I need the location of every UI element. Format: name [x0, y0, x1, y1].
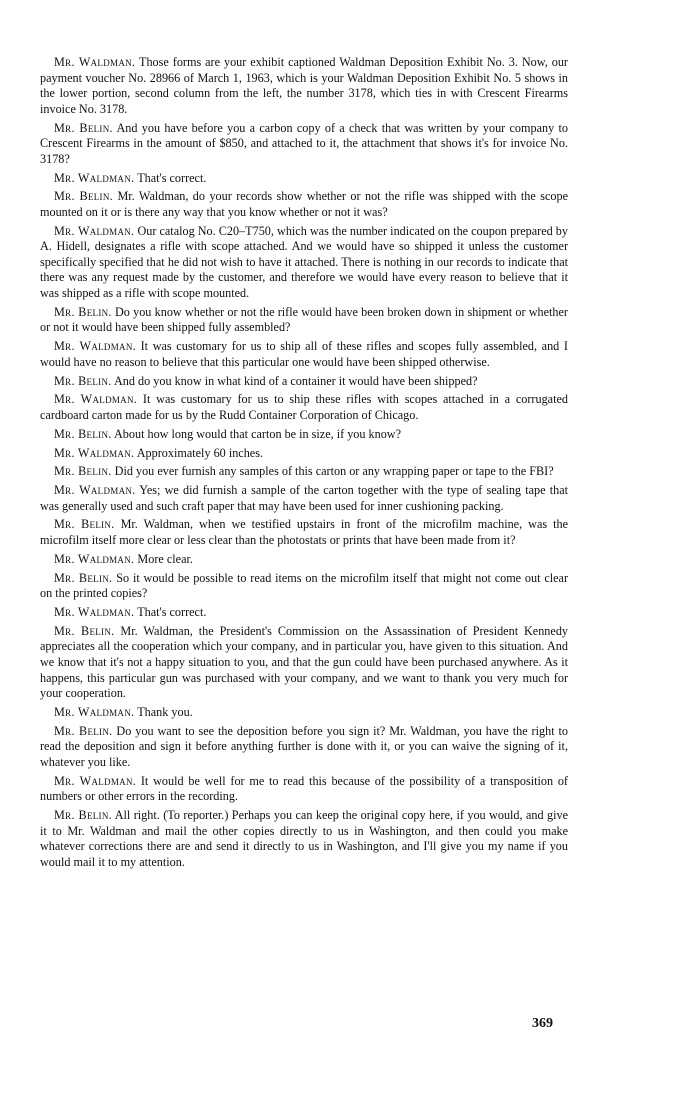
- paragraph-text: Yes; we did furnish a sample of the carton together with the type of sealing tape that was generally used and such craft paper that may have been used for inner cushioning packing.: [40, 483, 568, 513]
- speaker-name: Mr. Belin.: [54, 570, 113, 585]
- transcript-paragraph: [40, 724, 568, 771]
- transcript-paragraph: [40, 464, 568, 480]
- transcript-paragraph: [40, 605, 568, 621]
- transcript-paragraph: [40, 55, 568, 117]
- paragraph-text: Do you want to see the deposition before you sign it? Mr. Waldman, you have the right to read the deposition and sign it before anything further is done with it, or you can waive the signing of it, whatever you like.: [40, 723, 568, 769]
- paragraph-text: Those forms are your exhibit captioned Waldman Deposition Exhibit No. 3. Now, our payment voucher No. 28966 of March 1, 1963, which is your Waldman Deposition Exhibit No. 5 shows in the lower portion, second column from the left, the number 3178, which ties in with Crescent Firearms invoice No. 3178.: [40, 55, 568, 116]
- transcript-paragraph: [40, 446, 568, 462]
- page-number: 369: [532, 1016, 553, 1031]
- speaker-name: Mr. Waldman.: [54, 339, 136, 354]
- paragraph-text: So it would be possible to read items on the microfilm itself that might not come out clear on the printed copies?: [40, 570, 569, 601]
- speaker-name: Mr. Belin.: [54, 120, 113, 135]
- paragraph-text: All right. (To reporter.) Perhaps you can keep the original copy here, if you would, and give it to Mr. Waldman and mail the other copies directly to us in Washington, and then could you make whatever corrections there are and send it directly to us in Washington, and I'll give you my name if you would mail it to my attention.: [40, 808, 568, 869]
- transcript-paragraph: [40, 121, 568, 168]
- speaker-name: Mr. Belin.: [54, 723, 113, 738]
- speaker-name: Mr. Waldman.: [54, 55, 136, 69]
- paragraph-text: Mr. Waldman, when we testified upstairs in front of the microfilm machine, was the microfilm itself more clear or less clear than the photostats or prints that have been made from it?: [40, 517, 568, 548]
- speaker-name: Mr. Waldman.: [54, 551, 135, 566]
- paragraph-text: Did you ever furnish any samples of this carton or any wrapping paper or tape to the FBI?: [111, 464, 554, 479]
- transcript-paragraph: [40, 339, 568, 370]
- speaker-name: Mr. Waldman.: [54, 704, 135, 719]
- speaker-name: Mr. Waldman.: [54, 223, 135, 238]
- transcript-paragraph: [40, 374, 568, 390]
- transcript-paragraph: [40, 517, 568, 548]
- transcript-paragraph: [40, 189, 568, 220]
- speaker-name: Mr. Belin.: [54, 426, 112, 441]
- speaker-name: Mr. Waldman.: [54, 773, 137, 788]
- paragraph-text: Mr. Waldman, the President's Commission on the Assassination of President Kennedy appreciates all the cooperation which your company, and in particular you, have given to this situation. And we know that it's not a happy situation to you, and that the gun could have been purchased anywhere. As it happens, this particular gun was purchased with your company, and we want to thank you very much for your cooperation.: [40, 623, 569, 701]
- transcript-paragraph: [40, 552, 568, 568]
- speaker-name: Mr. Waldman.: [54, 445, 135, 460]
- transcript-paragraph: [40, 224, 568, 302]
- speaker-name: Mr. Waldman.: [54, 483, 136, 498]
- paragraph-text: About how long would that carton be in size, if you know?: [111, 426, 402, 441]
- paragraph-text: That's correct.: [134, 605, 207, 619]
- paragraph-text: More clear.: [134, 551, 193, 566]
- speaker-name: Mr. Waldman.: [54, 170, 135, 185]
- speaker-name: Mr. Belin.: [54, 189, 113, 204]
- transcript-paragraph: [40, 483, 568, 514]
- paragraph-text: That's correct.: [134, 170, 207, 185]
- transcript-paragraph: [40, 392, 568, 423]
- paragraph-text: It was customary for us to ship all of these rifles and scopes fully assembled, and I would have no reason to believe that this particular one would have been shipped otherwise.: [40, 339, 568, 369]
- speaker-name: Mr. Waldman.: [54, 392, 138, 407]
- transcript-paragraph: [40, 305, 568, 336]
- paragraph-text: Mr. Waldman, do your records show whether or not the rifle was shipped with the scope mounted on it or is there any way that you know whether or not it was?: [40, 189, 568, 219]
- transcript-paragraph: [40, 571, 568, 602]
- speaker-name: Mr. Belin.: [54, 464, 112, 479]
- transcript-paragraph: [40, 171, 568, 187]
- paragraph-text: It was customary for us to ship these rifles with scopes attached in a corrugated cardboard carton made for us by the Rudd Container Corporation of Chicago.: [40, 392, 568, 422]
- speaker-name: Mr. Belin.: [54, 517, 115, 532]
- paragraph-text: It would be well for me to read this because of the possibility of a transposition of numbers or other errors in the recording.: [40, 773, 568, 804]
- paragraph-text: And do you know in what kind of a container it would have been shipped?: [111, 373, 478, 388]
- speaker-name: Mr. Belin.: [54, 623, 115, 638]
- paragraph-text: Our catalog No. C20–T750, which was the number indicated on the coupon prepared by A. Hidell, designates a rifle with scope attached. And we would have so shipped it unless the customer specifically specified that he did not wish to have it attached. There is nothing in our records to indicate that there was any request made by the customer, and therefore we would have every reason to believe that it was shipped as a rifle with scope mounted.: [40, 223, 568, 301]
- transcript-paragraph: [40, 774, 568, 805]
- speaker-name: Mr. Waldman.: [54, 605, 135, 619]
- paragraph-text: Thank you.: [134, 704, 193, 719]
- transcript-paragraph: [40, 705, 568, 721]
- speaker-name: Mr. Belin.: [54, 373, 112, 388]
- transcript-paragraph: [40, 427, 568, 443]
- transcript-body: [40, 55, 568, 874]
- paragraph-text: Do you know whether or not the rifle would have been broken down in shipment or whether or not it would have been shipped fully assembled?: [40, 304, 568, 335]
- speaker-name: Mr. Belin.: [54, 304, 112, 319]
- paragraph-text: And you have before you a carbon copy of a check that was written by your company to Crescent Firearms in the amount of $850, and attached to it, the attachment that shows it's for invoice No. 3178?: [40, 120, 568, 166]
- speaker-name: Mr. Belin.: [54, 808, 112, 823]
- transcript-paragraph: [40, 808, 568, 870]
- transcript-paragraph: [40, 624, 568, 702]
- paragraph-text: Approximately 60 inches.: [134, 445, 263, 460]
